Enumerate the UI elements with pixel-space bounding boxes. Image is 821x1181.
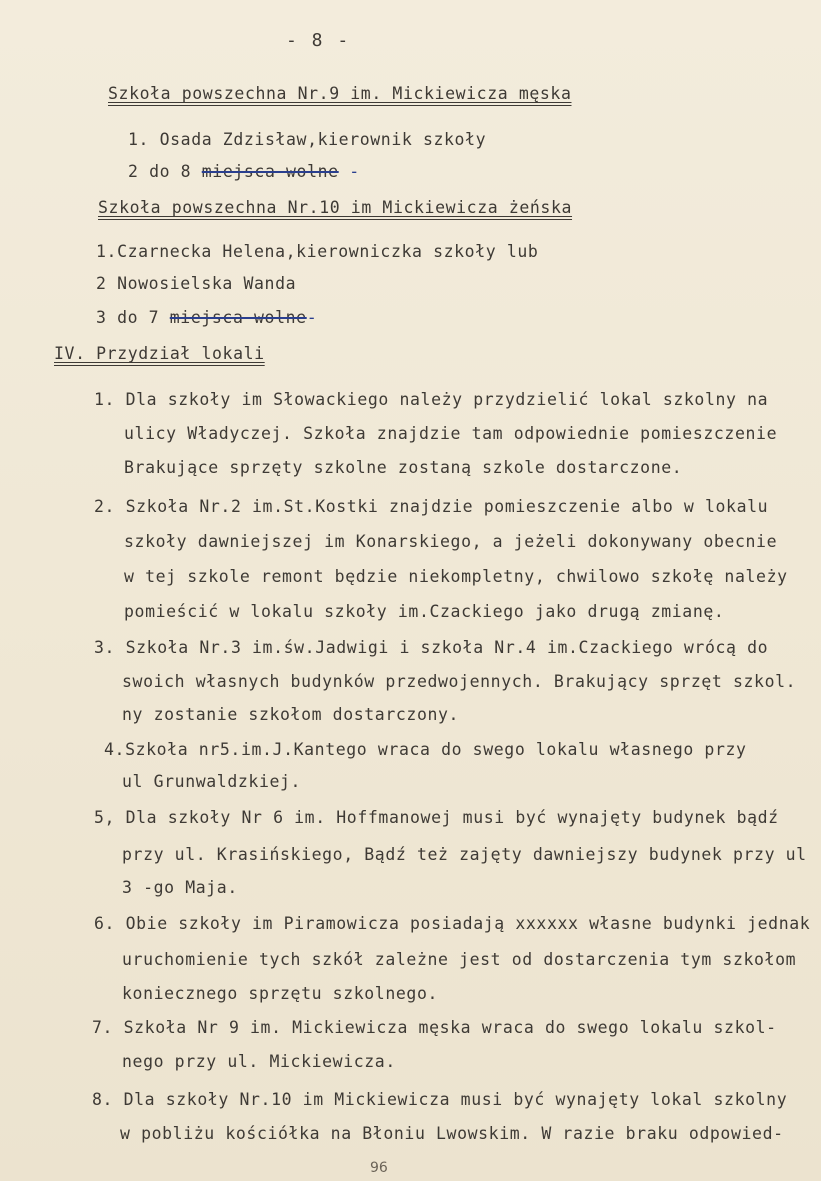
iv-line: ny zostanie szkołom dostarczony. [122,705,460,724]
iv-line: Brakujące sprzęty szkolne zostaną szkole dostarczone. [124,458,683,477]
iv-line: przy ul. Krasińskiego, Bądź też zajęty dawniejszy budynek przy ul [122,845,807,864]
footer-note: 96 [370,1160,388,1176]
s9-line-1: 1. Osada Zdzisław,kierownik szkoły [128,130,487,149]
iv-line: 5, Dla szkoły Nr 6 im. Hoffmanowej musi być wynajęty budynek bądź [94,808,779,827]
s10-line-3-suffix: - [306,308,318,327]
s9-line-2-suffix: - [338,162,360,181]
s10-line-2: 2 Nowosielska Wanda [96,274,297,293]
iv-line: w pobliżu kościółka na Błoniu Lwowskim. W razie braku odpowied- [120,1124,784,1143]
iv-line: ulicy Władyczej. Szkoła znajdzie tam odpowiednie pomieszczenie [124,424,778,443]
iv-line: 7. Szkoła Nr 9 im. Mickiewicza męska wraca do swego lokalu szkol- [92,1018,777,1037]
iv-line: 6. Obie szkoły im Piramowicza posiadają xxxxxx własne budynki jednak [94,914,811,933]
iv-line: ul Grunwaldzkiej. [122,772,302,791]
iv-line: koniecznego sprzętu szkolnego. [122,984,439,1003]
s9-line-2-struck: miejsca wolne [201,162,339,181]
iv-line: 2. Szkoła Nr.2 im.St.Kostki znajdzie pomieszczenie albo w lokalu [94,497,769,516]
iv-line: szkoły dawniejszej im Konarskiego, a jeżeli dokonywany obecnie [124,532,778,551]
iv-line: w tej szkole remont będzie niekompletny, chwilowo szkołę należy [124,567,788,586]
section-heading-school-10: Szkoła powszechna Nr.10 im Mickiewicza żeńska [98,198,573,217]
section-heading-school-9: Szkoła powszechna Nr.9 im. Mickiewicza męska [108,84,572,103]
s9-line-2-prefix: 2 do 8 [128,162,202,181]
iv-line: 8. Dla szkoły Nr.10 im Mickiewicza musi być wynajęty lokal szkolny [92,1090,788,1109]
s10-line-3-struck: miejsca wolne [169,308,307,327]
section-heading-iv: IV. Przydział lokali [54,344,265,363]
s10-line-3 [96,308,317,327]
iv-line: 1. Dla szkoły im Słowackiego należy przydzielić lokal szkolny na [94,390,769,409]
iv-line: 3 -go Maja. [122,878,238,897]
s10-line-3-prefix: 3 do 7 [96,308,170,327]
s10-line-1: 1.Czarnecka Helena,kierowniczka szkoły lub [96,242,539,261]
iv-line: uruchomienie tych szkół zależne jest od dostarczenia tym szkołom [122,950,797,969]
iv-line: swoich własnych budynków przedwojennych. Brakujący sprzęt szkol. [122,672,797,691]
iv-line: nego przy ul. Mickiewicza. [122,1052,396,1071]
iv-line: 3. Szkoła Nr.3 im.św.Jadwigi i szkoła Nr.4 im.Czackiego wrócą do [94,638,769,657]
iv-line: 4.Szkoła nr5.im.J.Kantego wraca do swego lokalu własnego przy [104,740,747,759]
s9-line-2 [128,162,360,181]
iv-line: pomieścić w lokalu szkoły im.Czackiego jako drugą zmianę. [124,602,725,621]
page-number: - 8 - [286,30,351,51]
